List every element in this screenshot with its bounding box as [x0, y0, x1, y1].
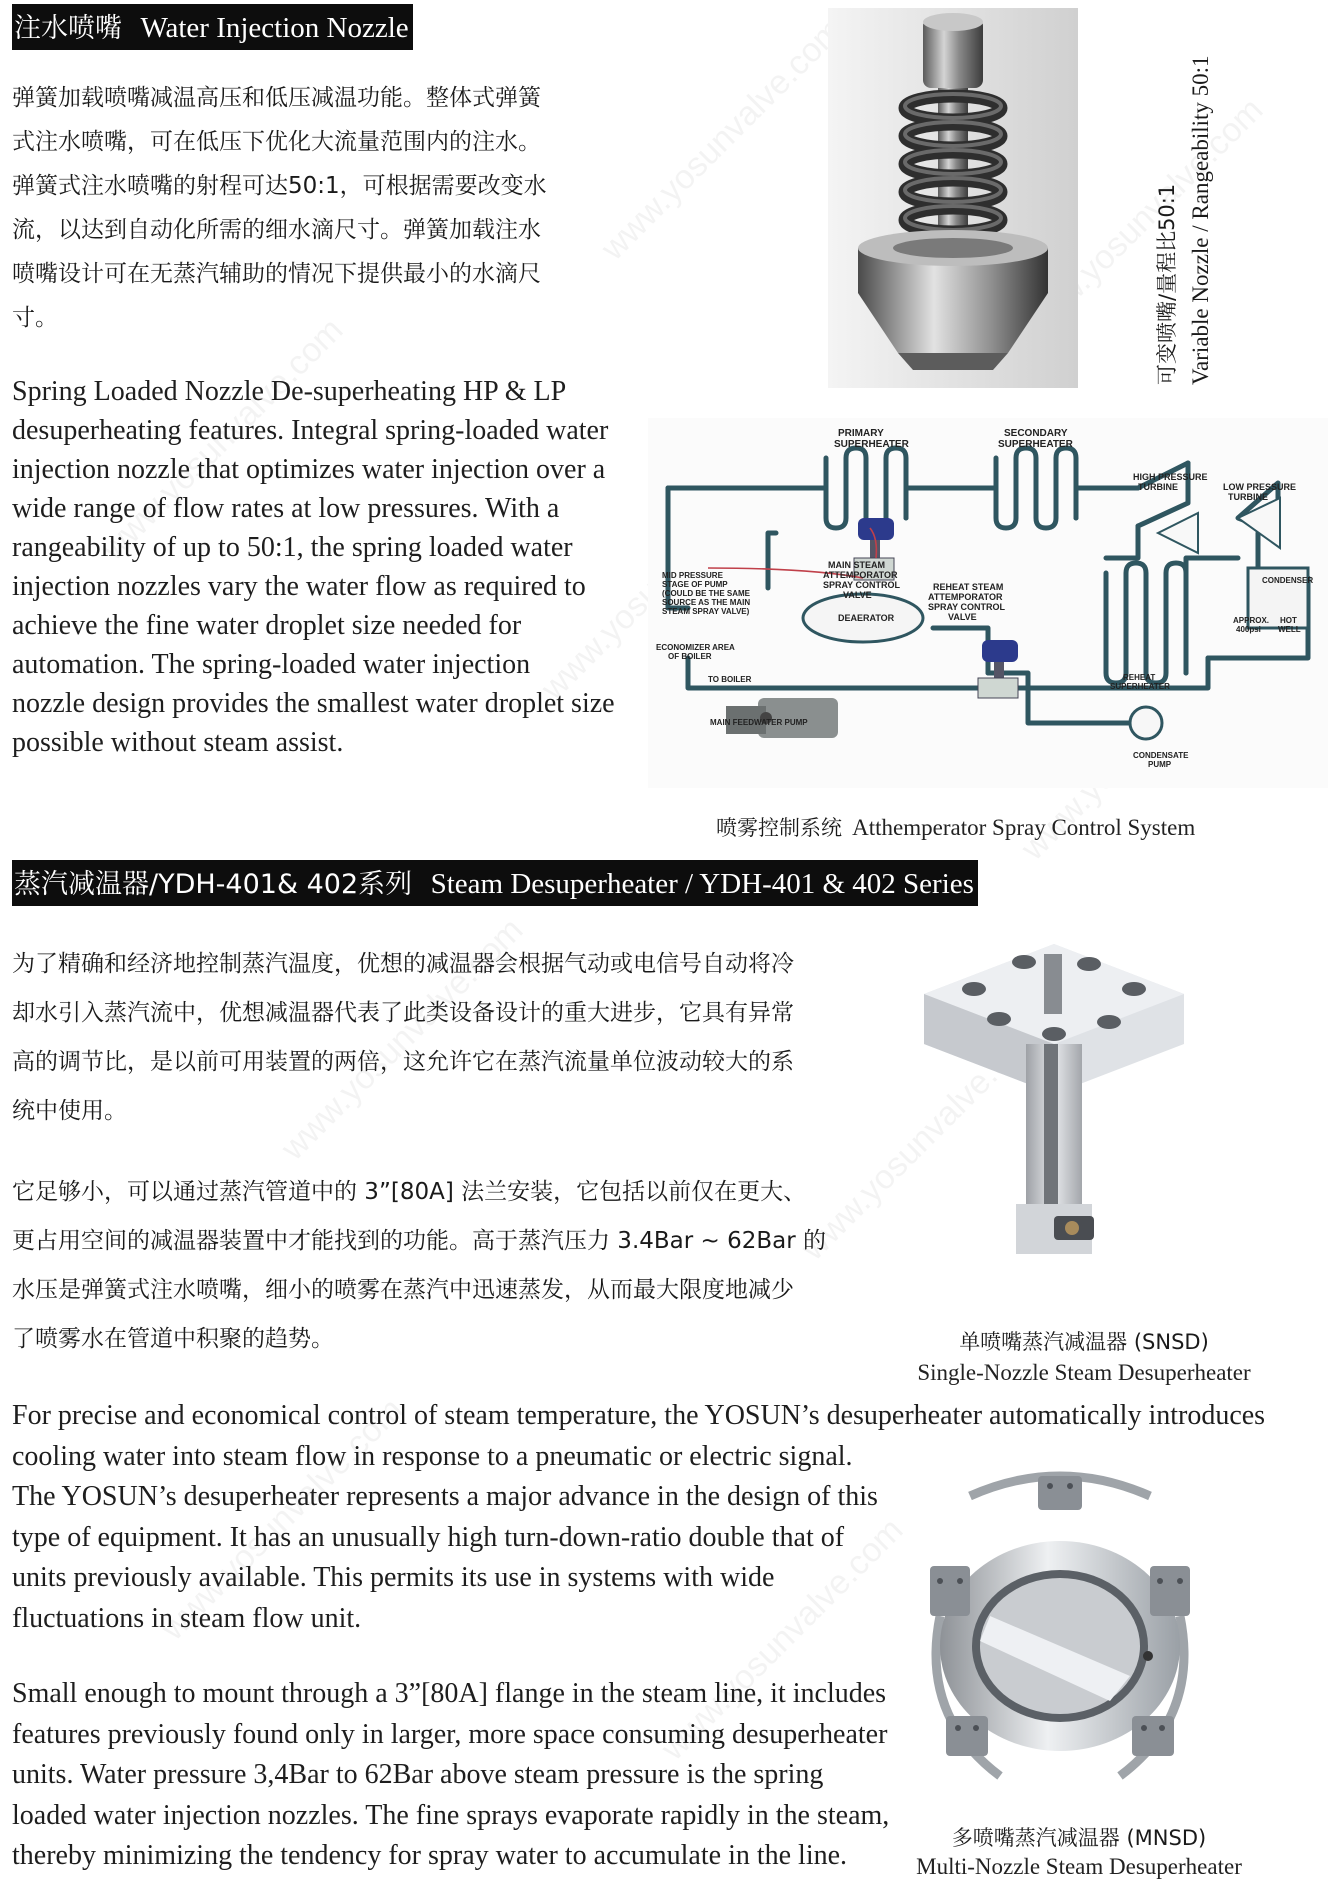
text-line: possible without steam assist.	[12, 727, 344, 758]
section-title-water-injection-nozzle	[12, 4, 413, 50]
label-hot-well: HOT WELL	[1278, 616, 1301, 634]
text-line: features previously found only in larger, more space consuming desuperheater	[12, 1718, 888, 1750]
mnsd-caption-en: Multi-Nozzle Steam Desuperheater	[916, 1854, 1242, 1879]
single-nozzle-desuperheater-image	[904, 934, 1204, 1306]
nozzle-description-cn	[12, 76, 547, 340]
text-line: For precise and economical control of steam temperature, the YOSUN’s desuperheater automatically introduces	[12, 1400, 1266, 1431]
mnsd-caption-cn: 多喷嘴蒸汽减温器 (MNSD)	[951, 1826, 1207, 1850]
diagram-caption-cn: 喷雾控制系统	[716, 816, 842, 840]
watermark	[594, 11, 851, 268]
text-line: 为了精确和经济地控制蒸汽温度，优想的减温器会根据气动或电信号自动将冷	[12, 951, 794, 977]
snsd-caption-cn: 单喷嘴蒸汽减温器 (SNSD)	[959, 1330, 1209, 1354]
text-line: 了喷雾水在管道中积聚的趋势。	[12, 1326, 334, 1352]
mnsd-caption	[914, 1822, 1244, 1880]
snsd-caption	[914, 1326, 1254, 1386]
desuperheater-description-en-2	[12, 1674, 889, 1877]
text-line: cooling water into steam flow in response to a pneumatic or electric signal.	[12, 1440, 853, 1472]
text-line: 式注水喷嘴，可在低压下优化大流量范围内的注水。	[12, 129, 541, 155]
text-line: The YOSUN’s desuperheater represents a major advance in the design of this	[12, 1481, 878, 1512]
text-line: injection nozzles vary the water flow as required to	[12, 571, 586, 602]
text-line: automation. The spring-loaded water injection	[12, 649, 531, 680]
text-line: 高的调节比，是以前可用装置的两倍，这允许它在蒸汽流量单位波动较大的系	[12, 1049, 794, 1075]
text-line: desuperheating features. Integral spring-loaded water	[12, 415, 609, 446]
label-to-boiler: TO BOILER	[708, 675, 752, 684]
text-line: units. Water pressure 3,4Bar to 62Bar above steam pressure is the spring	[12, 1759, 824, 1790]
text-line: 弹簧式注水喷嘴的射程可达50:1，可根据需要改变水	[12, 173, 547, 199]
text-line: 寸。	[12, 305, 58, 331]
section-title-en: Water Injection Nozzle	[140, 12, 409, 44]
text-line: nozzle design provides the smallest water droplet size	[12, 688, 615, 719]
nozzle-caption-cn: 可变喷嘴/量程比50:1	[1155, 183, 1179, 385]
spray-control-system-diagram	[648, 418, 1328, 788]
label-mid-pressure: MID PRESSURE STAGE OF PUMP (COULD BE THE SAME SOURCE AS THE MAIN STEAM SPRAY VALVE)	[662, 571, 751, 616]
text-line: Small enough to mount through a 3”[80A] flange in the steam line, it includes	[12, 1678, 887, 1709]
multi-nozzle-desuperheater-image	[910, 1456, 1210, 1806]
nozzle-description-en	[12, 372, 615, 762]
label-economizer: ECONOMIZER AREA OF BOILER	[656, 643, 735, 661]
text-line: achieve the fine water droplet size needed for	[12, 610, 522, 641]
snsd-caption-en: Single-Nozzle Steam Desuperheater	[917, 1360, 1251, 1385]
text-line: 水压是弹簧式注水喷嘴，细小的喷雾在蒸汽中迅速蒸发，从而最大限度地减少	[12, 1277, 794, 1303]
label-main-feedwater-pump: MAIN FEEDWATER PUMP	[710, 718, 808, 727]
text-line: 流，以达到自动化所需的细水滴尺寸。弹簧加载注水	[12, 217, 541, 243]
text-line: units previously available. This permits its use in systems with wide	[12, 1562, 775, 1593]
diagram-caption-en: Atthemperator Spray Control System	[852, 815, 1196, 840]
diagram-caption	[716, 812, 1195, 842]
text-line: 喷嘴设计可在无蒸汽辅助的情况下提供最小的水滴尺	[12, 261, 541, 287]
text-line: fluctuations in steam flow unit.	[12, 1602, 362, 1634]
section-title-steam-desuperheater	[12, 860, 978, 906]
desuperheater-description-cn-2	[12, 1168, 826, 1364]
label-condenser: CONDENSER	[1262, 576, 1314, 585]
spring-nozzle-image	[828, 8, 1078, 388]
label-reheat-valve: REHEAT STEAM ATTEMPORATOR SPRAY CONTROL VALVE	[928, 582, 1005, 622]
text-line: 它足够小，可以通过蒸汽管道中的 3”[80A] 法兰安装，它包括以前仅在更大、	[12, 1179, 807, 1205]
label-low-pressure-turbine: LOW PRESSURE TURBINE	[1223, 482, 1297, 502]
text-line: type of equipment. It has an unusually high turn-down-ratio double that of	[12, 1521, 845, 1553]
label-approx: APPROX. 400psi	[1233, 616, 1270, 634]
text-line: wide range of flow rates at low pressures. With a	[12, 493, 560, 524]
text-line: thereby minimizing the tendency for spray water to accumulate in the line.	[12, 1840, 848, 1871]
text-line: 却水引入蒸汽流中，优想减温器代表了此类设备设计的重大进步，它具有异常	[12, 1000, 794, 1026]
text-line: Spring Loaded Nozzle De-superheating HP & LP	[12, 376, 567, 407]
text-line: 统中使用。	[12, 1098, 127, 1124]
label-high-pressure-turbine: HIGH PRESSURE TURBINE	[1133, 472, 1208, 492]
text-line: 弹簧加载喷嘴减温高压和低压减温功能。整体式弹簧	[12, 85, 541, 111]
text-line: 更占用空间的减温器装置中才能找到的功能。高于蒸汽压力 3.4Bar ~ 62Bar 的	[12, 1228, 827, 1254]
nozzle-caption-en: Variable Nozzle / Rangeability 50:1	[1188, 55, 1213, 385]
section-title-en: Steam Desuperheater / YDH-401 & 402 Series	[430, 868, 974, 900]
text-line: rangeability of up to 50:1, the spring loaded water	[12, 532, 573, 563]
text-line: loaded water injection nozzles. The fine sprays evaporate rapidly in the steam,	[12, 1799, 890, 1831]
label-deaerator: DEAERATOR	[838, 613, 895, 623]
text-line: injection nozzle that optimizes water injection over a	[12, 454, 606, 485]
section-title-cn: 注水喷嘴	[14, 13, 122, 44]
label-condensate-pump: CONDENSATE PUMP	[1133, 751, 1189, 769]
section-title-cn: 蒸汽减温器/YDH-401& 402系列	[14, 869, 413, 900]
label-reheat-superheater: REHEAT SUPERHEATER	[1110, 673, 1170, 691]
label-secondary-superheater: SECONDARY SUPERHEATER	[998, 428, 1073, 450]
label-main-steam-valve: MAIN STEAM ATTEMPORATOR SPRAY CONTROL VALVE	[823, 560, 900, 600]
desuperheater-description-cn-1	[12, 940, 794, 1136]
label-primary-superheater: PRIMARY SUPERHEATER	[834, 428, 909, 450]
